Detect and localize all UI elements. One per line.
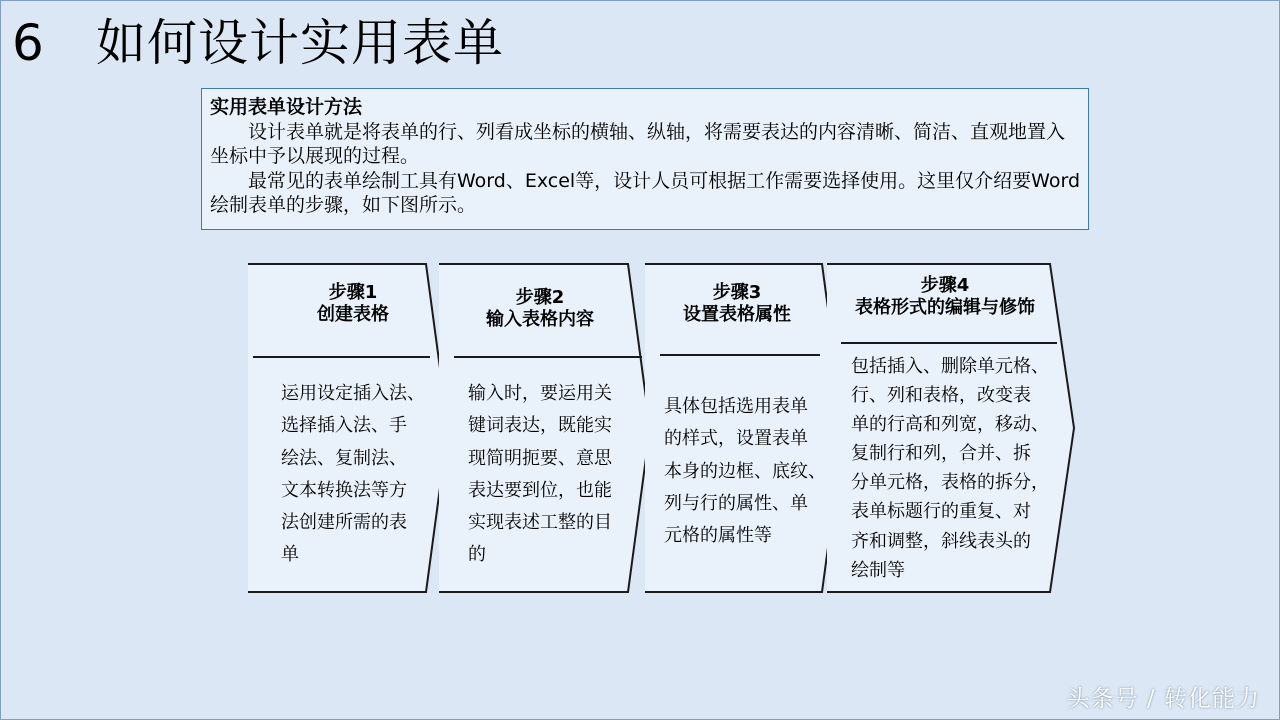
step-4-line: 表单标题行的重复、对 [851, 501, 1031, 523]
step-3-line: 的样式，设置表单 [664, 428, 808, 450]
step-1-line: 选择插入法、手 [281, 415, 407, 437]
slide-number: 6 [12, 14, 45, 72]
step-1-line: 运用设定插入法、 [281, 383, 425, 404]
step-4-description [851, 352, 1049, 585]
step-4-line: 行、列和表格，改变表 [851, 385, 1031, 407]
step-1-line: 文本转换法等方 [281, 479, 407, 501]
step-4-line: 绘制等 [851, 559, 905, 581]
step-1-title: 创建表格 [317, 304, 389, 325]
step-3-line: 具体包括选用表单 [664, 396, 808, 417]
step-1-line: 法创建所需的表 [281, 512, 407, 534]
step-4-line: 包括插入、删除单元格、 [851, 356, 1049, 377]
step-3-line: 元格的属性等 [664, 525, 772, 547]
step-1-label: 步骤1 [328, 282, 378, 303]
step-2-line: 表达要到位，也能 [468, 479, 612, 501]
step-4-line: 复制行和列，合并、拆 [851, 443, 1031, 465]
step-1-description [281, 378, 425, 572]
step-3-label: 步骤3 [712, 282, 762, 303]
step-4-label: 步骤4 [920, 275, 970, 296]
step-4-line: 单的行高和列宽，移动、 [851, 414, 1049, 436]
step-2-description [468, 378, 612, 572]
step-2-line: 实现表述工整的目 [468, 512, 612, 534]
step-1-line: 单 [281, 544, 299, 566]
step-3-line: 列与行的属性、单 [664, 492, 808, 514]
intro-heading: 实用表单设计方法 [210, 96, 363, 118]
slide-title-text: 如何设计实用表单 [96, 14, 504, 72]
watermark: 头条号 / 转化能力 [1066, 686, 1260, 712]
step-3-heading [672, 282, 802, 326]
intro-paragraph-1: 设计表单就是将表单的行、列看成坐标的横轴、纵轴，将需要表达的内容清晰、简洁、直观地置入坐标中予以展现的过程。 [210, 120, 1066, 167]
step-2-title: 输入表格内容 [486, 309, 594, 330]
step-4-line: 分单元格，表格的拆分， [851, 472, 1049, 494]
step-3-description [664, 391, 826, 552]
intro-paragraph-2: 最常见的表单绘制工具有Word、Excel等，设计人员可根据工作需要选择使用。这里仅介绍要Word绘制表单的步骤，如下图所示。 [210, 169, 1081, 216]
step-4-heading [840, 275, 1050, 319]
step-2-line: 输入时，要运用关 [468, 383, 612, 404]
step-1-line: 绘法、复制法、 [281, 447, 407, 469]
step-2-line: 现简明扼要、意思 [468, 447, 612, 469]
step-3-title: 设置表格属性 [683, 304, 791, 325]
step-4-line: 齐和调整，斜线表头的 [851, 530, 1031, 552]
step-1-heading [290, 282, 416, 326]
step-2-label: 步骤2 [515, 287, 565, 308]
step-2-heading [470, 287, 610, 331]
step-3-line: 本身的边框、底纹、 [664, 460, 826, 482]
step-2-line: 键词表达，既能实 [468, 415, 612, 437]
step-2-line: 的 [468, 544, 486, 566]
step-4-title: 表格形式的编辑与修饰 [855, 297, 1035, 318]
